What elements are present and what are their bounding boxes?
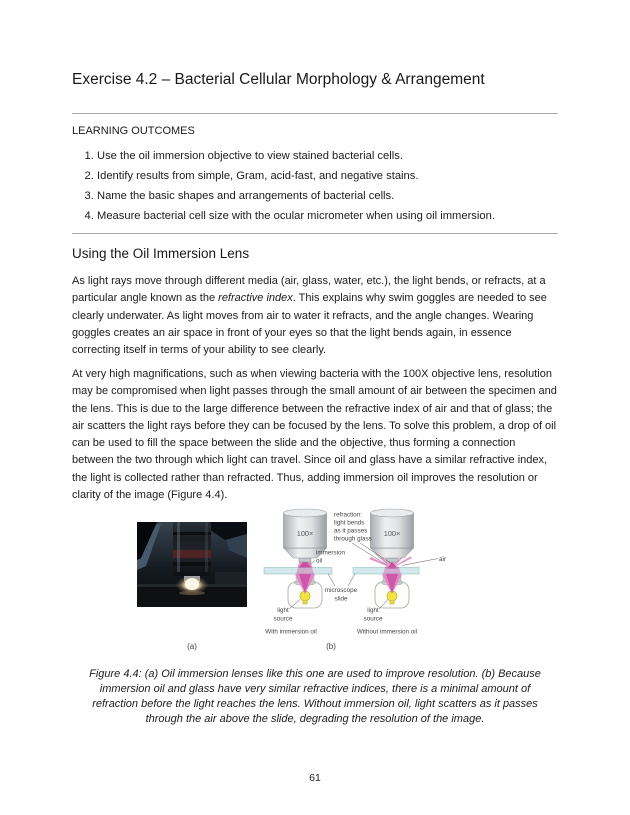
paragraph-text: As light rays move through different media (air, glass, water, etc.), the light bends, or refracts, at a particular angle known as the — [72, 275, 546, 305]
page-title: Exercise 4.2 – Bacterial Cellular Morphology & Arrangement — [72, 71, 485, 88]
learning-outcomes-list — [72, 146, 583, 226]
refraction-label: through glass — [334, 535, 372, 543]
light-source-label-left: source — [273, 615, 293, 623]
objective-tip-left — [299, 558, 311, 562]
learning-outcome-item-1: 1. Use the oil immersion objective to view stained bacterial cells. — [97, 146, 583, 166]
light-source-label-left: light — [277, 607, 289, 614]
bulb-base-right — [390, 601, 394, 605]
stage-block — [215, 572, 247, 584]
refraction-label: as it passes — [334, 527, 368, 535]
leader-line — [348, 574, 355, 587]
learning-outcome-item-2: 2. Identify results from simple, Gram, acid-fast, and negative stains. — [97, 166, 583, 186]
light-in-slide-left — [296, 568, 314, 575]
oil-glow-core — [185, 578, 199, 590]
light-source-label-right: source — [363, 615, 383, 623]
immersion-oil-label: immersion — [316, 549, 346, 557]
section-heading: Using the Oil Immersion Lens — [72, 246, 250, 261]
light-source-label-right: light — [367, 607, 379, 614]
objective-highlight — [205, 522, 208, 572]
learning-outcome-item-3: 3. Name the basic shapes and arrangements of bacterial cells. — [97, 186, 583, 206]
immersion-diagram — [258, 506, 460, 641]
objective-highlight — [177, 522, 180, 572]
refraction-label: light bends — [334, 519, 365, 527]
figure-caption: Figure 4.4: (a) Oil immersion lenses like this one are used to improve resolution. (b) Because immersion oil and glass have very similar refractive indices, there is a minimal amount of refraction before the light reaches the lens. Without immersion oil, light scatters as it passes through the air above the slide, degrading the resolution of the image. — [89, 668, 541, 725]
photo-graphic — [137, 522, 247, 607]
paragraph-refraction — [72, 273, 558, 359]
divider-top — [72, 113, 558, 114]
objective-100x-label-left: 100× — [296, 529, 314, 538]
air-label: air — [439, 556, 446, 563]
objective-100x-label-right: 100× — [383, 529, 401, 538]
with-oil-caption: With immersion oil — [265, 628, 317, 636]
oil-immersion-photo — [137, 522, 247, 607]
microscope-slide-label: microscope — [324, 587, 358, 594]
learning-outcome-item-4: 4. Measure bacterial cell size with the ocular micrometer when using oil immersion. — [97, 206, 583, 226]
glow-reflection — [179, 591, 205, 595]
immersion-oil-label: oil — [316, 557, 323, 565]
figure-label-b: (b) — [326, 642, 336, 651]
objective-top-left — [284, 509, 327, 517]
paragraph-oil-immersion: At very high magnifications, such as when viewing bacteria with the 100X objective lens, resolution may be compromised when light passes through the small amount of air between the specimen and the lens. This is due to the large difference between the refractive index of air and that of glass; the air scatters the light rays before they can be focused by the lens. To solve this problem, a drop of oil can be used to fill the space between the slide and the objective, thus forming a connection between the two through which light can travel. Since oil and glass have a similar refractive index, the light is collected rather than refracted. Thus, adding immersion oil improves the resolution or clarity of the image (Figure 4.4). — [72, 368, 557, 501]
leader-line — [328, 574, 335, 587]
paragraph-text: . This explains why swim goggles are needed to see clearly underwater. As light moves from air to water it refracts, and the angle changes. Wearing goggles creates an air space in front of your eyes so that the light bends again, in essence correcting itself in terms of your ability to see clearly. — [72, 292, 547, 356]
objective-top-right — [371, 509, 414, 517]
microscope-slide-label: slide — [334, 595, 348, 603]
learning-outcomes-heading: LEARNING OUTCOMES — [72, 125, 195, 137]
objective-taper-right — [371, 548, 414, 558]
figure-label-a: (a) — [187, 642, 197, 651]
divider-section — [72, 233, 558, 234]
bulb-base-left — [303, 601, 307, 605]
figure-4-4 — [72, 506, 558, 656]
refraction-label: refraction: — [334, 511, 362, 519]
refractive-index-term: refractive index — [218, 292, 293, 305]
page-number: 61 — [309, 772, 321, 784]
without-oil-caption: Without immersion oil — [356, 628, 418, 636]
